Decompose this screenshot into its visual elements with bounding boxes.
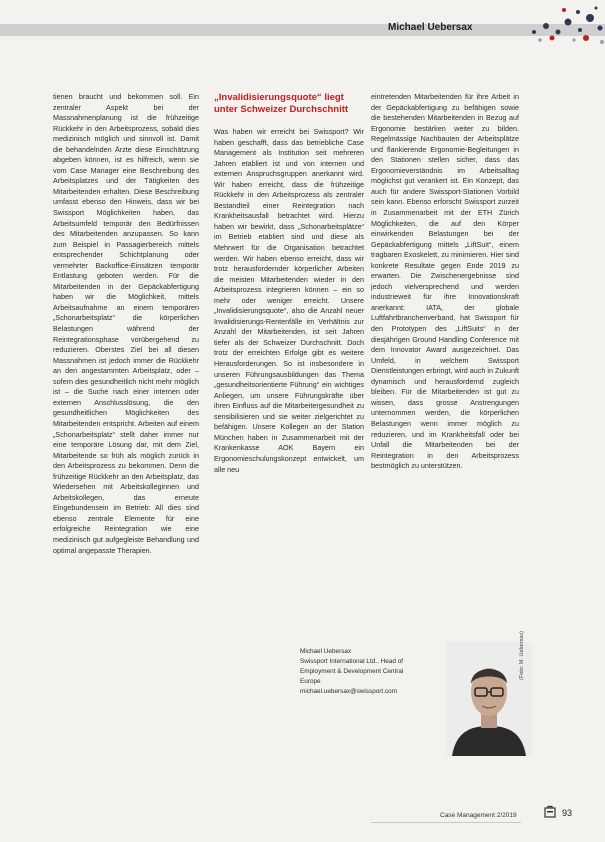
bio-role-line-2: Employment & Development Central xyxy=(300,668,404,675)
author-bio xyxy=(300,647,403,697)
footer-rule xyxy=(371,822,521,823)
case-management-logo-icon xyxy=(544,805,557,818)
article-column-3 xyxy=(371,92,519,472)
bio-email[interactable]: michael.uebersax@swissport.com xyxy=(300,688,398,695)
page-number: 93 xyxy=(562,808,573,818)
subheading: „Invalidisierungsquote“ liegt unter Schweizer Durchschnitt xyxy=(214,92,349,115)
article-column-1 xyxy=(53,92,199,556)
bio-role-line-1: Swissport International Ltd., Head of xyxy=(300,658,404,665)
photo-credit: (Foto: M. Uebersax) xyxy=(519,631,525,680)
column-3-text: eintretenden Mitarbeitenden für ihre Arbeit in der Gepäckabfertigung zu befähigen sowie die bestehenden Mitarbeitenden in Bezug auf Ergonomie bestärken weiter zu bilden. Regelmässige Nachbauten der Arbeitsplätze und flankierende Ergonomie-Begleitungen in den Stationen stellen sicher, dass das Ergonomieverständnis im Arbeitsalltag möglichst gut verankert ist. Ein Konzept, das auch für andere Swissport-Stationen Vorbild sein kann. Ebenso erforscht Swissport zurzeit in Zusammenarbeit mit der ETH Zürich Möglichkeiten, die auf den Körper einwirkenden Belastungen bei der Gepäckabfertigung mittels „LiftSuit“, einem tragbaren Exoskelett, zu minimieren. Hier sind konkrete Resultate gegen Ende 2019 zu erwarten. Die Zwischenergebnisse sind jedoch vielversprechend und werden industrieweit für ihre Innovationskraft anerkannt: IATA, der globale Luftfahrtbranchenverband, hat Swissport für den Prototypen des „LiftSuits“ in der diesjährigen Ground Handling Conference mit dem Innovator Award ausgezeichnet. Das Umfeld, in welchem Swissport Dienstleistungen erbringt, wird auch in Zukunft dynamisch und herausfordernd zugleich bleiben. Für die Mitarbeitenden ist gut zu wissen, dass grosse Anstrengungen unternommen werden, die körperlichen Belastungen wenn immer möglich zu reduzieren, und im Krankheitsfall oder bei Unfall die Mitarbeitenden bei der Reintegration in den Arbeitsprozess bestmöglich zu unterstützen. xyxy=(371,92,519,471)
bio-name: Michael Uebersax xyxy=(300,648,352,655)
column-1-text: tienen braucht und bekommen soll. Ein zentraler Aspekt bei der Massnahmenplanung ist die frühzeitige Rückkehr in den Arbeitsprozess, sobald dies medizinisch möglich und sinnvoll ist. Damit die behandelnden Ärzte diese Einschätzung abgeben können, ist es hilfreich, wenn sie vom Case Manager eine Beschreibung des Arbeitsplatzes und der Tätigkeiten des Mitarbeitenden erhalten. Diese Beschreibung umfasst ebenso den Hinweis, dass wir bei Swissport Möglichkeiten haben, das Arbeitsumfeld temporär den Bedürfnissen des Mitarbeitenden anzupassen. So kann zum Beispiel in Passagierbereich mittels entsprechender Schichtplanung oder vermehrter Backoffice-Einsätzen temporär Entlastung geboten werden. Für die Mitarbeitenden in der Gepäckabfertigung haben wir die Möglichkeit, mittels Arbeitsaufnahme an einem temporären „Schonarbeitsplatz“ die körperlichen Belastungen während der Reintegrationsphase vorübergehend zu reduzieren. Oberstes Ziel bei all diesen Massnahmen ist jedoch immer die Rückkehr an den angestammten Arbeitsplatz, oder – sofern dies gesundheitlich nicht mehr möglich ist – die Suche nach einer internen oder externen Anschlusslösung, die den gesundheitlichen Möglichkeiten des Mitarbeitenden entspricht. Arbeiten auf einem „Schonarbeitsplatz“ stellt daher immer nur eine temporäre Lösung dar, mit dem Ziel, Mitarbeitende so früh als möglich zurück in den Arbeitsprozess zu bekommen. Denn die frühzeitige Rückkehr an den Arbeitsplatz, das Wiedersehen mit Arbeitskolleginnen und Arbeitskollegen, das erneute Eingebundensein im Betrieb: All dies sind ebenso zentrale Elemente für eine erfolgreiche Reintegration wie eine medizinisch gut aufgegleiste Behandlung und optimal angepasste Therapien. xyxy=(53,92,199,555)
header-bar xyxy=(0,24,605,36)
column-2-text: Was haben wir erreicht bei Swissport? Wir haben geschafft, dass das betriebliche Case Management als Institution seit mehreren Jahren etabliert ist und von internen und externen Anspruchsgruppen anerkannt wird. Wir haben erreicht, dass die frühzeitige Rückkehr in den Arbeitsprozess als zentraler Bestandteil einer Reintegration nach Krankheitsausfall betrachtet wird. Hierzu haben wir bewirkt, dass „Schonarbeitsplätze“ im Betrieb etabliert sind und diese als Mehrwert für die Organisation betrachtet werden. Wir haben ebenso erreicht, dass wir trotz herausfordernder körperlicher Arbeiten die meisten Mitarbeitenden wieder in den Arbeitsprozess integrieren können – ein so mehr oder weniger erreicht. Unsere „Invalidisierungsquote“, also die Anzahl neuer Invalidisierungs-Rentenfälle im Verhältnis zur Anzahl der Mitarbeitenden, ist seit Jahren tiefer als der Schweizer Durchschnitt. Doch trotz der erreichten Erfolge gibt es weitere Herausforderungen. So ist insbesondere in unseren Führungsausbildungen das Thema „gesundheitsorientierte Führung“ ein wichtiges Anliegen, um unsere Führungskräfte über ihren Einfluss auf die Mitarbeitergesundheit zu sensibilisieren und sie weiter zielgerichtet zu befähigen. Unsere Kollegen an der Station München haben in Zusammenarbeit mit der Krankenkasse AOK Bayern ein Ergonomieschulungskonzept entwickelt, um alle neu xyxy=(214,127,364,474)
decorative-dots-icon xyxy=(520,2,605,46)
article-column-2 xyxy=(214,127,364,475)
bio-role-line-3: Europe xyxy=(300,678,321,685)
author-header: Michael Uebersax xyxy=(388,22,473,33)
footer-publication: Case Management 2/2019 xyxy=(440,812,517,819)
